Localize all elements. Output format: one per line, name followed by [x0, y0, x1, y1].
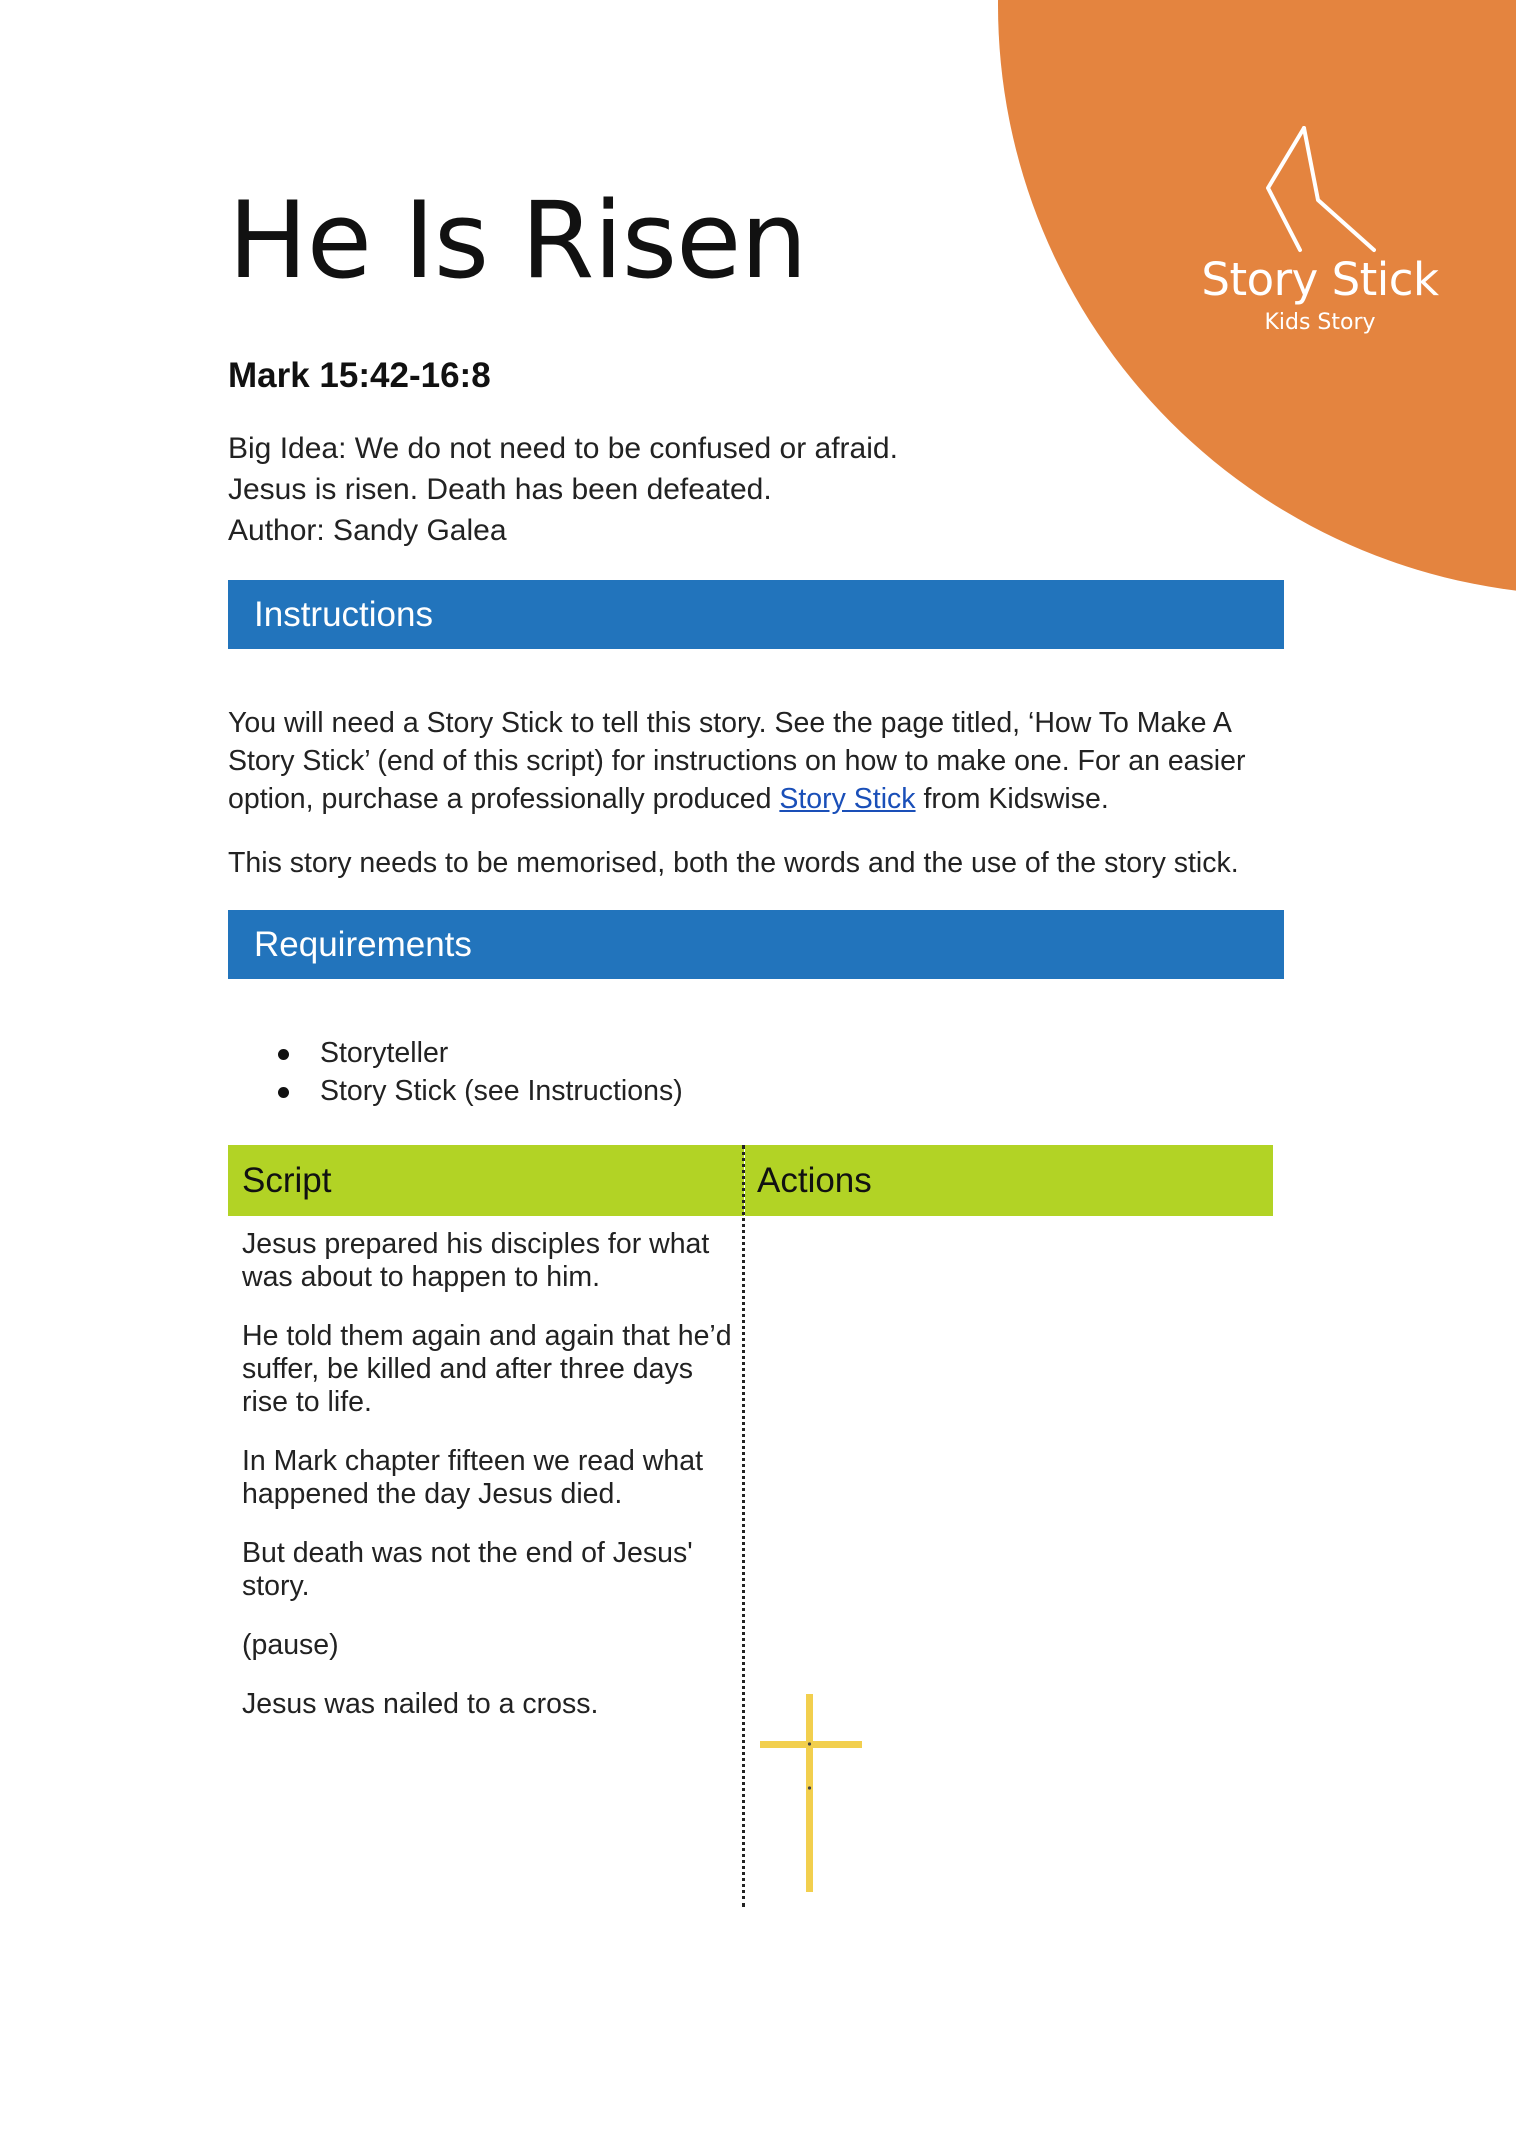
logo-name: Story Stick	[1201, 253, 1439, 306]
memorise-note: This story needs to be memorised, both the words and the use of the story stick.	[228, 847, 1239, 879]
script-line: (pause)	[242, 1629, 339, 1661]
script-line: But death was not the end of Jesus' story.	[242, 1537, 693, 1602]
instructions-text-start: You will need a Story Stick to tell this story. See the page titled, ‘How To Make A Story Stick’ (end of this script) for instructions on how to make one. For an easier option, purchase a professionally produced	[228, 707, 1246, 815]
story-stick-logo-icon	[1256, 126, 1376, 258]
requirements-list	[228, 1034, 683, 1110]
script-line: Jesus was nailed to a cross.	[242, 1688, 599, 1720]
big-idea-line-1: Big Idea: We do not need to be confused or afraid.	[228, 432, 898, 465]
instructions-text-end: from Kidswise.	[915, 783, 1109, 815]
script-line: He told them again and again that he’d suffer, be killed and after three days rise to life.	[242, 1320, 732, 1418]
requirements-heading: Requirements	[228, 910, 1284, 979]
list-item: Story Stick (see Instructions)	[228, 1072, 683, 1110]
list-item: Storyteller	[228, 1034, 683, 1072]
script-line: In Mark chapter fifteen we read what happened the day Jesus died.	[242, 1445, 703, 1510]
cross-icon	[758, 1694, 864, 1892]
big-idea-line-2: Jesus is risen. Death has been defeated.	[228, 473, 772, 506]
actions-column-header: Actions	[745, 1145, 1273, 1216]
scripture-reference: Mark 15:42-16:8	[228, 356, 491, 395]
script-line: Jesus prepared his disciples for what was about to happen to him.	[242, 1228, 710, 1293]
story-meta	[228, 428, 898, 551]
instructions-heading: Instructions	[228, 580, 1284, 649]
script-column	[242, 1228, 732, 1747]
page-title: He Is Risen	[228, 179, 807, 302]
column-divider	[742, 1145, 745, 1907]
instructions-paragraph	[228, 704, 1298, 818]
author-line: Author: Sandy Galea	[228, 514, 507, 547]
story-stick-link[interactable]: Story Stick	[779, 783, 916, 815]
script-column-header: Script	[228, 1145, 744, 1216]
logo-tagline: Kids Story	[1264, 310, 1376, 335]
